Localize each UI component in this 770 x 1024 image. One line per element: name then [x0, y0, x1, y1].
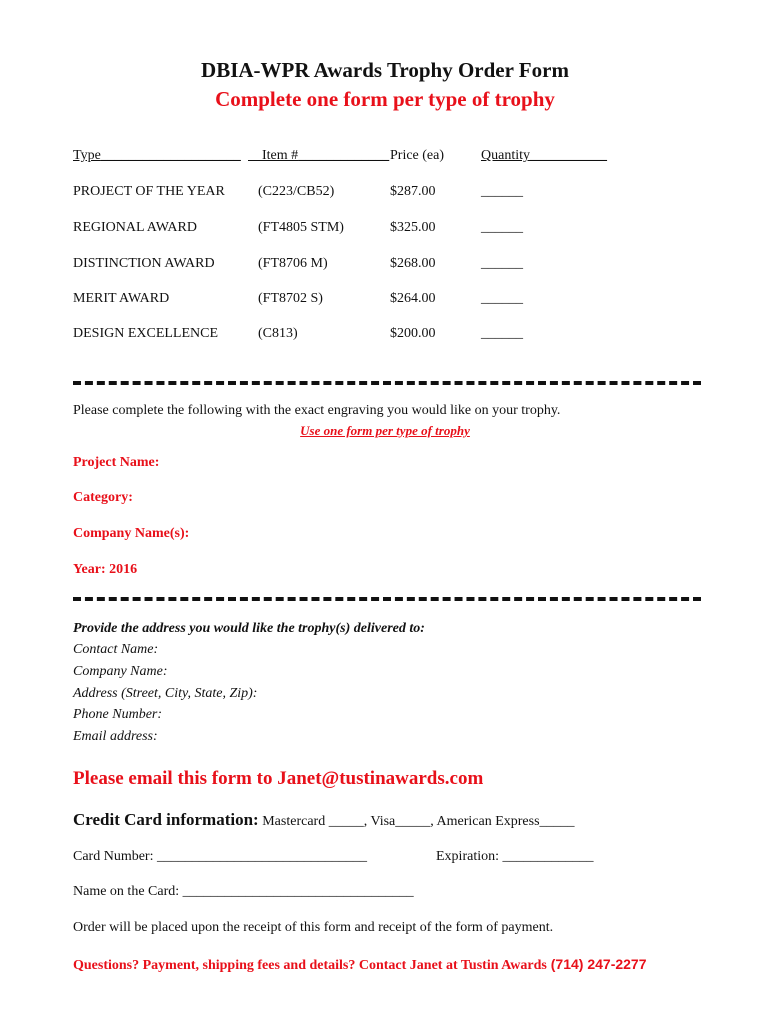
row-type: DISTINCTION AWARD	[73, 256, 215, 271]
questions-text: Questions? Payment, shipping fees and details? Contact Janet at Tustin Awards	[73, 958, 547, 973]
contact-phone: (714) 247-2277	[546, 956, 647, 972]
order-note: Order will be placed upon the receipt of this form and receipt of the form of payment.	[73, 920, 554, 935]
row-item: (C223/CB52)	[258, 184, 335, 199]
questions-line	[73, 956, 647, 974]
row-item: (C813)	[258, 326, 298, 341]
row-type: PROJECT OF THE YEAR	[73, 184, 225, 199]
col-header-quantity: Quantity___________	[481, 148, 607, 163]
credit-card-line	[73, 810, 575, 830]
row-price: $264.00	[390, 291, 436, 306]
section-divider	[73, 381, 701, 385]
row-type: REGIONAL AWARD	[73, 220, 197, 235]
company-names-field[interactable]: Company Name(s):	[73, 526, 190, 541]
project-name-field[interactable]: Project Name:	[73, 455, 160, 470]
address-field[interactable]: Address (Street, City, State, Zip):	[73, 686, 258, 701]
card-type-options[interactable]: Mastercard _____, Visa_____, American Express_____	[258, 814, 575, 829]
col-header-type: Type____________________	[73, 148, 241, 163]
row-quantity-field[interactable]: ______	[481, 220, 523, 235]
delivery-heading: Provide the address you would like the trophy(s) delivered to:	[73, 621, 425, 636]
row-item: (FT4805 STM)	[258, 220, 344, 235]
section-divider	[73, 597, 701, 601]
category-field[interactable]: Category:	[73, 490, 133, 505]
row-quantity-field[interactable]: ______	[481, 184, 523, 199]
row-price: $325.00	[390, 220, 436, 235]
row-price: $268.00	[390, 256, 436, 271]
row-price: $200.00	[390, 326, 436, 341]
row-quantity-field[interactable]: ______	[481, 326, 523, 341]
email-instruction: Please email this form to Janet@tustinawards.com	[73, 768, 484, 789]
phone-number-field[interactable]: Phone Number:	[73, 707, 163, 722]
form-subtitle: Complete one form per type of trophy	[215, 87, 555, 111]
credit-card-label: Credit Card information:	[73, 810, 259, 829]
row-type: MERIT AWARD	[73, 291, 170, 306]
one-form-link[interactable]: Use one form per type of trophy	[300, 423, 470, 438]
row-type: DESIGN EXCELLENCE	[73, 326, 219, 341]
row-quantity-field[interactable]: ______	[481, 256, 523, 271]
contact-name-field[interactable]: Contact Name:	[73, 642, 159, 657]
email-address-field[interactable]: Email address:	[73, 729, 158, 744]
form-title: DBIA-WPR Awards Trophy Order Form	[201, 58, 569, 82]
row-item: (FT8706 M)	[258, 256, 328, 271]
year-field[interactable]: Year: 2016	[73, 562, 138, 577]
one-form-note	[0, 422, 770, 440]
row-quantity-field[interactable]: ______	[481, 291, 523, 306]
col-header-price: Price (ea)	[390, 148, 445, 163]
card-number-field[interactable]: Card Number: ______________________________	[73, 849, 367, 864]
name-on-card-field[interactable]: Name on the Card: _________________________________	[73, 884, 414, 899]
row-item: (FT8702 S)	[258, 291, 323, 306]
row-price: $287.00	[390, 184, 436, 199]
col-header-item: Item #_____________	[262, 148, 390, 163]
engraving-instruction: Please complete the following with the exact engraving you would like on your trophy.	[73, 403, 561, 418]
company-name-field[interactable]: Company Name:	[73, 664, 168, 679]
expiration-field[interactable]: Expiration: _____________	[436, 849, 594, 864]
